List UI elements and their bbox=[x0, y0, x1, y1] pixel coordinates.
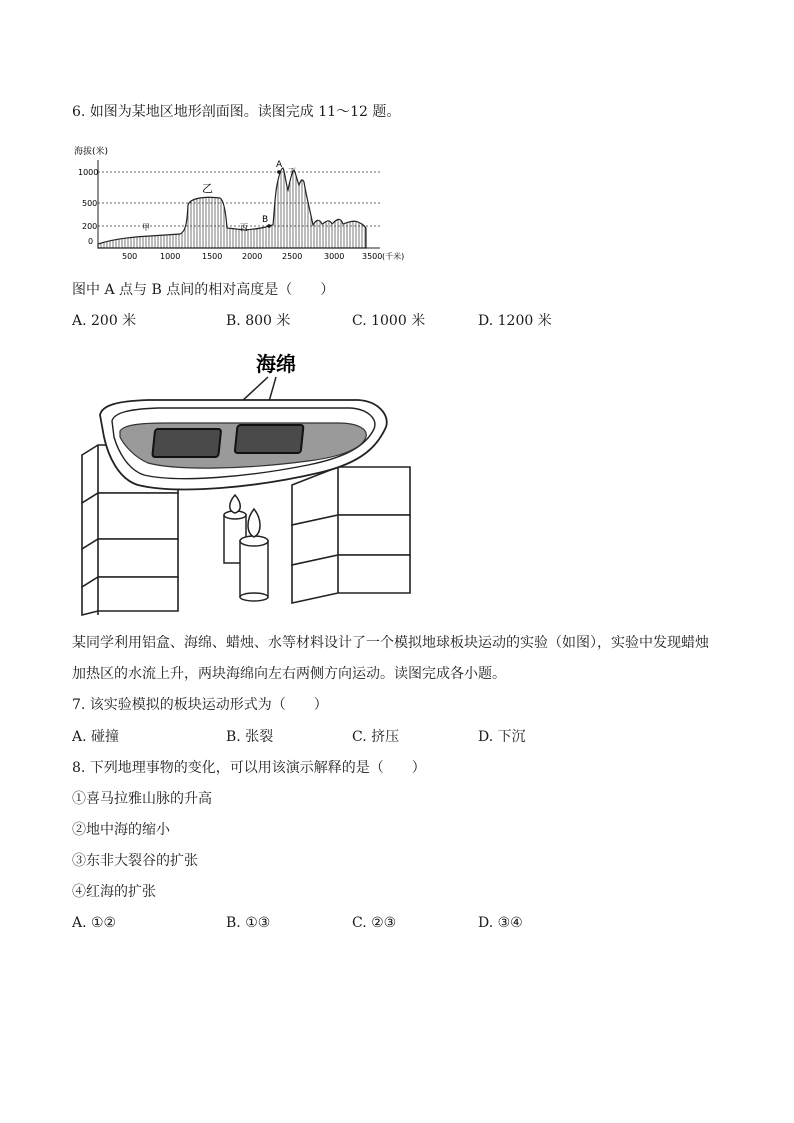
q6-option-c[interactable]: C. 1000 米 bbox=[352, 313, 426, 329]
label-jia: 甲 bbox=[142, 223, 150, 232]
q8-option-b[interactable]: B. ①③ bbox=[226, 915, 271, 931]
terrain-profile-chart bbox=[70, 140, 420, 265]
label-ding: 丁 bbox=[288, 167, 296, 176]
experiment-description-line2: 加热区的水流上升，两块海绵向左右两侧方向运动。读图完成各小题。 bbox=[72, 666, 506, 682]
x-tick-500: 500 bbox=[122, 252, 138, 261]
q8-option-d[interactable]: D. ③④ bbox=[478, 915, 523, 931]
q8-item-2: ②地中海的缩小 bbox=[72, 822, 170, 838]
y-tick-0: 0 bbox=[88, 237, 94, 246]
right-support-blocks bbox=[292, 467, 410, 603]
label-yi: 乙 bbox=[202, 182, 213, 195]
q7-option-c[interactable]: C. 挤压 bbox=[352, 729, 400, 745]
q8-option-a[interactable]: A. ①② bbox=[72, 915, 117, 931]
q8-stem: 8. 下列地理事物的变化，可以用该演示解释的是（ ） bbox=[72, 760, 426, 776]
y-tick-500: 500 bbox=[82, 199, 98, 208]
terrain-profile-shape bbox=[98, 168, 366, 248]
q6-option-d[interactable]: D. 1200 米 bbox=[478, 313, 552, 329]
x-tick-3500: 3500 bbox=[362, 252, 383, 261]
q8-item-3: ③东非大裂谷的扩张 bbox=[72, 853, 198, 869]
sponge-label: 海绵 bbox=[256, 352, 296, 376]
q8-item-4: ④红海的扩张 bbox=[72, 884, 156, 900]
terrain-profile-figure bbox=[70, 140, 420, 269]
plate-experiment-illustration bbox=[78, 345, 418, 620]
x-tick-2500: 2500 bbox=[282, 252, 303, 261]
label-bing: 丙 bbox=[240, 223, 248, 232]
q7-option-b[interactable]: B. 张裂 bbox=[226, 729, 274, 745]
q7-stem: 7. 该实验模拟的板块运动形式为（ ） bbox=[72, 697, 328, 713]
q8-option-c[interactable]: C. ②③ bbox=[352, 915, 397, 931]
x-tick-1000: 1000 bbox=[160, 252, 181, 261]
left-sponge bbox=[152, 429, 221, 457]
q6-option-a[interactable]: A. 200 米 bbox=[72, 313, 137, 329]
x-tick-3000: 3000 bbox=[324, 252, 345, 261]
q6-option-b[interactable]: B. 800 米 bbox=[226, 313, 291, 329]
x-axis-unit: (千米) bbox=[382, 252, 405, 261]
experiment-description-line1: 某同学利用铝盒、海绵、蜡烛、水等材料设计了一个模拟地球板块运动的实验（如图），实验中发现蜡烛 bbox=[72, 635, 709, 651]
y-tick-1000: 1000 bbox=[78, 168, 99, 177]
x-tick-1500: 1500 bbox=[202, 252, 223, 261]
q6-question: 图中 A 点与 B 点间的相对高度是（ ） bbox=[72, 282, 335, 298]
label-b: B bbox=[262, 215, 269, 225]
plate-experiment-figure bbox=[78, 345, 418, 624]
right-sponge bbox=[235, 425, 304, 453]
label-a: A bbox=[276, 160, 283, 170]
q8-item-1: ①喜马拉雅山脉的升高 bbox=[72, 791, 212, 807]
q7-option-d[interactable]: D. 下沉 bbox=[478, 729, 526, 745]
y-tick-200: 200 bbox=[82, 222, 98, 231]
y-axis-title: 海拔(米) bbox=[74, 147, 109, 157]
point-a-marker bbox=[277, 170, 281, 174]
q7-option-a[interactable]: A. 碰撞 bbox=[72, 729, 120, 745]
q6-stem: 6. 如图为某地区地形剖面图。读图完成 11～12 题。 bbox=[72, 104, 401, 120]
x-tick-2000: 2000 bbox=[242, 252, 263, 261]
